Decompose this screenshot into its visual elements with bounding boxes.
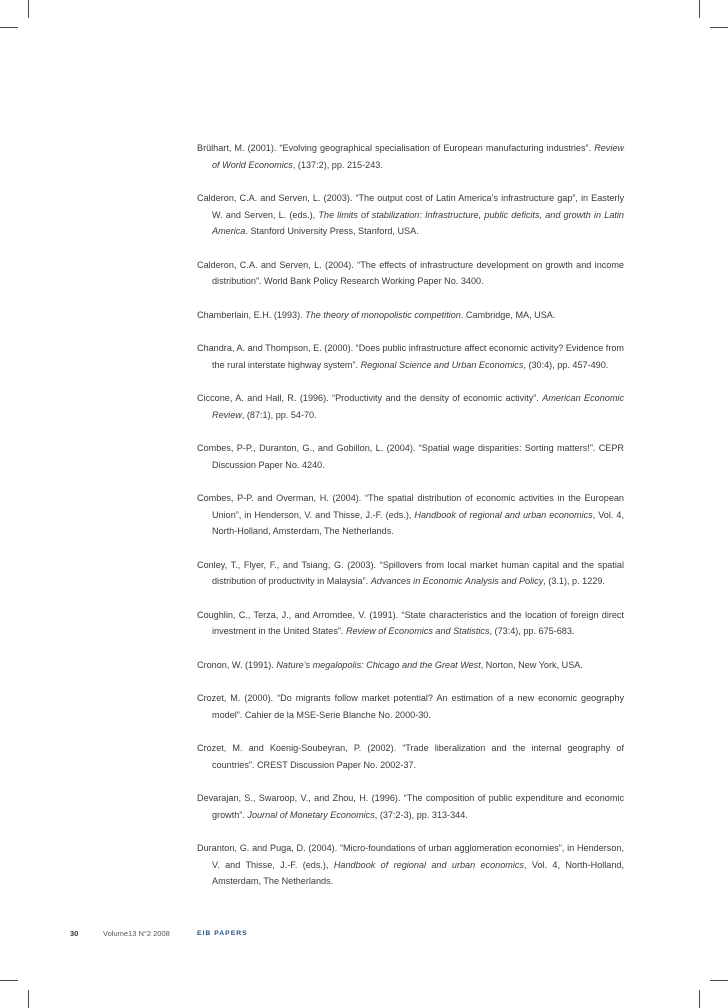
reference-entry: Crozet, M. (2000). “Do migrants follow market potential? An estimation of a new economic geography model”. Cahier de la MSE-Serie Blanche No. 2000-30.: [197, 693, 624, 720]
crop-mark-bottom-left-horizontal: [0, 980, 18, 981]
reference-title: Advances in Economic Analysis and Policy: [370, 576, 544, 586]
reference-title: American Economic Review: [212, 393, 624, 420]
reference-entry: Duranton, G. and Puga, D. (2004). “Micro-foundations of urban agglomeration economies”, in Henderson, V. and Thisse, J.-F. (eds.), Handbook of regional and urban economics, Vol. 4, North-Holland, Amsterdam, The Netherlands.: [197, 843, 624, 886]
crop-mark-bottom-right-vertical: [699, 990, 700, 1008]
reference-title: The limits of stabilization: Infrastructure, public deficits, and growth in Latin America: [212, 209, 624, 236]
reference-entry: Devarajan, S., Swaroop, V., and Zhou, H. (1996). “The composition of public expenditure and economic growth”. Journal of Monetary Economics, (37:2-3), pp. 313-344.: [197, 793, 624, 820]
reference-entry: Calderon, C.A. and Serven, L. (2004). “The effects of infrastructure development on growth and income distribution”. World Bank Policy Research Working Paper No. 3400.: [197, 259, 624, 286]
reference-title: Regional Science and Urban Economics: [360, 359, 524, 370]
reference-entry: Crozet, M. and Koenig-Soubeyran, P. (2002). “Trade liberalization and the internal geography of countries”. CREST Discussion Paper No. 2002-37.: [197, 743, 624, 770]
reference-title: Review of Economics and Statistics: [345, 626, 490, 636]
reference-title: Journal of Monetary Economics: [247, 809, 375, 820]
page-number: 30: [70, 929, 79, 938]
reference-title: Handbook of regional and urban economics: [333, 859, 524, 870]
reference-entry: Cronon, W. (1991). Nature’s megalopolis: Chicago and the Great West, Norton, New York, USA.: [197, 659, 583, 670]
reference-entry: Coughlin, C., Terza, J., and Arromdee, V. (1991). “State characteristics and the location of foreign direct investment in the United States”. Review of Economics and Statistics, (73:4), pp. 675-683.: [197, 609, 624, 636]
crop-mark-top-left-vertical: [28, 0, 29, 18]
crop-mark-bottom-left-vertical: [28, 990, 29, 1008]
crop-mark-bottom-right-horizontal: [710, 980, 728, 981]
reference-entry: Ciccone, A. and Hall, R. (1996). “Productivity and the density of economic activity”. American Economic Review, (87:1), pp. 54-70.: [197, 393, 624, 420]
reference-entry: Combes, P-P., Duranton, G., and Gobillon, L. (2004). “Spatial wage disparities: Sorting matters!”. CEPR Discussion Paper No. 4240.: [197, 443, 624, 470]
reference-entry: Combes, P-P. and Overman, H. (2004). “The spatial distribution of economic activities in the European Union”, in Henderson, V. and Thisse, J.-F. (eds.), Handbook of regional and urban economics, Vol. 4, North-Holland, Amsterdam, The Netherlands.: [197, 493, 624, 536]
reference-title: Handbook of regional and urban economics: [414, 509, 593, 520]
crop-mark-top-right-vertical: [699, 0, 700, 18]
series-name: EIB PAPERS: [197, 930, 248, 937]
reference-entry: Brülhart, M. (2001). “Evolving geographical specialisation of European manufacturing industries”. Review of World Economics, (137:2), pp. 215-243.: [197, 143, 625, 170]
reference-title: Nature’s megalopolis: Chicago and the Great West: [276, 659, 481, 670]
crop-mark-top-left-horizontal: [0, 27, 18, 28]
reference-entry: Chandra, A. and Thompson, E. (2000). “Does public infrastructure affect economic activity? Evidence from the rural interstate highway system”. Regional Science and Urban Economics, (30:4), pp. 457-490.: [197, 343, 624, 370]
reference-entry: Chamberlain, E.H. (1993). The theory of monopolistic competition. Cambridge, MA, USA.: [197, 309, 556, 320]
reference-entry: Calderon, C.A. and Serven, L. (2003). “The output cost of Latin America’s infrastructure gap”, in Easterly W. and Serven, L. (eds.), The limits of stabilization: Infrastructure, public deficits, and growth in Latin America. Stanford University Press, Stanford, USA.: [197, 193, 624, 236]
reference-list: [197, 140, 624, 907]
crop-mark-top-right-horizontal: [710, 27, 728, 28]
reference-title: The theory of monopolistic competition: [305, 309, 461, 320]
reference-title: Review of World Economics: [212, 143, 625, 170]
page-footer: [0, 927, 728, 941]
reference-entry: Conley, T., Flyer, F., and Tsiang, G. (2003). “Spillovers from local market human capital and the spatial distribution of productivity in Malaysia”. Advances in Economic Analysis and Policy, (3.1), p. 1229.: [197, 559, 624, 586]
volume-info: Volume13 N°2 2008: [103, 929, 170, 938]
